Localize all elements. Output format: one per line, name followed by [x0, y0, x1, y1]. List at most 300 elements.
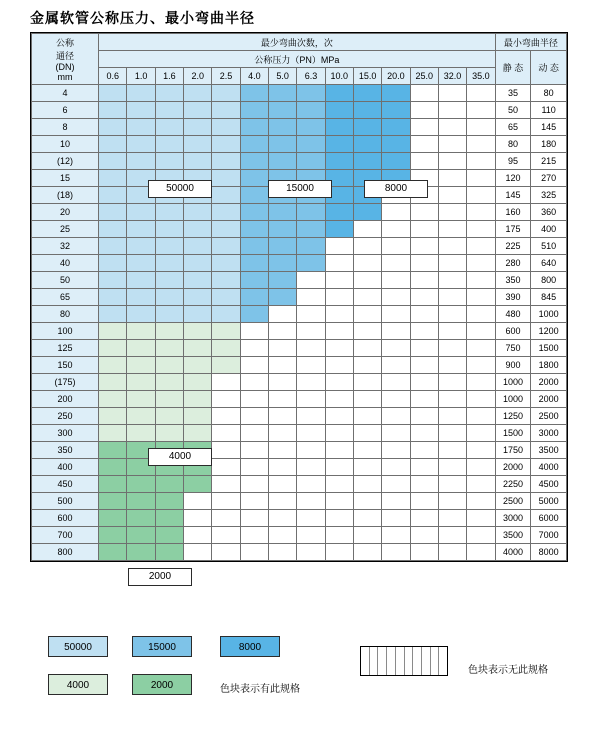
bend-cell [410, 204, 438, 221]
table-row [32, 374, 567, 391]
overlay-label-50000: 50000 [148, 180, 212, 198]
bend-cell [467, 204, 495, 221]
bend-cell [212, 391, 240, 408]
radius-dynamic-cell: 4000 [531, 459, 567, 476]
radius-static-cell: 480 [495, 306, 531, 323]
radius-static-cell: 3500 [495, 527, 531, 544]
bend-cell [184, 510, 212, 527]
bend-cell [410, 408, 438, 425]
bend-cell [325, 272, 353, 289]
bend-cell [127, 204, 155, 221]
legend-no-spec-swatch [360, 646, 448, 676]
bend-cell [184, 391, 212, 408]
bend-cell [353, 391, 381, 408]
bend-cell [99, 459, 127, 476]
bend-cell [268, 510, 296, 527]
bend-cell [382, 408, 410, 425]
bend-cell [325, 510, 353, 527]
bend-cell [353, 544, 381, 561]
bend-cell [353, 272, 381, 289]
bend-cell [410, 255, 438, 272]
radius-static-cell: 2500 [495, 493, 531, 510]
dn-value-cell: 8 [32, 119, 99, 136]
bend-cell [127, 391, 155, 408]
bend-cell [212, 510, 240, 527]
bend-cell [353, 85, 381, 102]
dn-header-line-1: 公称 [56, 38, 75, 48]
bend-cell [297, 238, 325, 255]
bend-cell [382, 323, 410, 340]
bend-cell [268, 527, 296, 544]
bend-cell [212, 221, 240, 238]
bend-cell [467, 119, 495, 136]
bend-cell [297, 527, 325, 544]
pn-column-header: 6.3 [297, 68, 325, 85]
bend-cell [467, 544, 495, 561]
dn-header-line-4: mm [57, 72, 73, 82]
bend-cell [297, 442, 325, 459]
dn-value-cell: 500 [32, 493, 99, 510]
bend-cell [467, 425, 495, 442]
radius-dynamic-cell: 2000 [531, 374, 567, 391]
radius-dynamic-cell: 3500 [531, 442, 567, 459]
bend-cell [240, 255, 268, 272]
bend-cell [240, 425, 268, 442]
bend-cell [127, 136, 155, 153]
bend-cell [268, 204, 296, 221]
bend-cell [382, 510, 410, 527]
dn-value-cell: 50 [32, 272, 99, 289]
bend-cell [99, 374, 127, 391]
bend-cell [467, 187, 495, 204]
bend-cell [127, 119, 155, 136]
dn-value-cell: 800 [32, 544, 99, 561]
header-row-2 [32, 51, 567, 68]
bend-cell [212, 425, 240, 442]
bend-cell [438, 289, 466, 306]
dn-value-cell: (12) [32, 153, 99, 170]
bend-cell [268, 85, 296, 102]
bend-cell [212, 544, 240, 561]
pn-column-header: 10.0 [325, 68, 353, 85]
radius-dynamic-cell: 215 [531, 153, 567, 170]
bend-cell [438, 238, 466, 255]
bend-cell [297, 255, 325, 272]
bend-cell [353, 102, 381, 119]
bend-cell [410, 289, 438, 306]
table-row [32, 221, 567, 238]
bend-cell [353, 255, 381, 272]
bend-cell [99, 187, 127, 204]
bend-cell [212, 153, 240, 170]
bend-cell [325, 527, 353, 544]
radius-static-cell: 1000 [495, 374, 531, 391]
bend-cell [325, 493, 353, 510]
bend-cell [155, 374, 183, 391]
bend-cell [467, 408, 495, 425]
table-row [32, 340, 567, 357]
bend-cell [268, 544, 296, 561]
bend-cell [325, 153, 353, 170]
radius-dynamic-cell: 3000 [531, 425, 567, 442]
legend-swatch-50000: 50000 [48, 636, 108, 657]
legend-no-spec-text: 色块表示无此规格 [468, 665, 548, 676]
bend-cell [467, 459, 495, 476]
bend-cell [240, 459, 268, 476]
table-row [32, 136, 567, 153]
bend-cell [467, 153, 495, 170]
legend-swatch-15000: 15000 [132, 636, 192, 657]
bend-cell [438, 85, 466, 102]
bend-cell [268, 119, 296, 136]
header-row-3 [32, 68, 567, 85]
bend-cell [240, 119, 268, 136]
bend-cell [467, 493, 495, 510]
pn-column-header: 0.6 [99, 68, 127, 85]
bend-cell [99, 85, 127, 102]
dn-value-cell: 400 [32, 459, 99, 476]
bend-cell [297, 408, 325, 425]
bend-cell [382, 340, 410, 357]
bend-cell [240, 391, 268, 408]
bend-cell [268, 153, 296, 170]
bend-cell [325, 289, 353, 306]
bend-cell [127, 153, 155, 170]
legend-has-spec-text: 色块表示有此规格 [220, 684, 300, 695]
bend-cell [382, 289, 410, 306]
dn-value-cell: 4 [32, 85, 99, 102]
bend-cell [410, 119, 438, 136]
bend-cell [127, 340, 155, 357]
bend-cell [240, 340, 268, 357]
bend-cell [438, 323, 466, 340]
bend-cell [184, 221, 212, 238]
bend-cell [127, 221, 155, 238]
table-row [32, 510, 567, 527]
radius-static-cell: 1750 [495, 442, 531, 459]
bend-cell [184, 527, 212, 544]
pn-column-header: 1.0 [127, 68, 155, 85]
bend-cell [99, 102, 127, 119]
bend-cell [240, 238, 268, 255]
radius-dynamic-cell: 360 [531, 204, 567, 221]
bend-cell [353, 119, 381, 136]
legend-swatch-4000: 4000 [48, 674, 108, 695]
bend-cell [268, 374, 296, 391]
bend-cell [212, 357, 240, 374]
bend-cell [240, 221, 268, 238]
bend-cell [410, 102, 438, 119]
bend-cell [467, 357, 495, 374]
bend-cell [438, 357, 466, 374]
bend-cell [184, 255, 212, 272]
bend-cell [184, 476, 212, 493]
bend-cell [297, 425, 325, 442]
bend-cell [325, 408, 353, 425]
bend-cell [240, 306, 268, 323]
radius-dynamic-cell: 180 [531, 136, 567, 153]
bend-cell [127, 374, 155, 391]
radius-static-cell: 1000 [495, 391, 531, 408]
radius-static-cell: 350 [495, 272, 531, 289]
bend-cell [268, 408, 296, 425]
bend-cell [438, 204, 466, 221]
bend-cell [268, 102, 296, 119]
bend-cell [184, 408, 212, 425]
bend-cell [382, 374, 410, 391]
bend-cell [99, 476, 127, 493]
dn-value-cell: 40 [32, 255, 99, 272]
table-row [32, 442, 567, 459]
bend-cell [467, 272, 495, 289]
bend-cell [382, 357, 410, 374]
bend-cell [240, 136, 268, 153]
bend-cell [240, 153, 268, 170]
bend-cell [438, 153, 466, 170]
overlay-label-15000: 15000 [268, 180, 332, 198]
bend-cell [155, 323, 183, 340]
bend-cell [467, 391, 495, 408]
table-row [32, 153, 567, 170]
bend-cell [297, 102, 325, 119]
table-row [32, 323, 567, 340]
bend-cell [184, 323, 212, 340]
bend-cell [438, 544, 466, 561]
bend-cell [240, 102, 268, 119]
radius-dynamic-cell: 1500 [531, 340, 567, 357]
bend-cell [467, 510, 495, 527]
bend-cell [184, 119, 212, 136]
bend-cell [268, 442, 296, 459]
bend-cell [127, 289, 155, 306]
bend-cell [297, 510, 325, 527]
bend-cell [155, 85, 183, 102]
pn-column-header: 35.0 [467, 68, 495, 85]
bend-cell [155, 119, 183, 136]
bend-cell [297, 357, 325, 374]
bend-cell [127, 527, 155, 544]
bend-cell [353, 374, 381, 391]
bend-cell [268, 221, 296, 238]
bend-cell [382, 493, 410, 510]
bend-cell [212, 102, 240, 119]
radius-dynamic-cell: 640 [531, 255, 567, 272]
pn-column-header: 2.0 [184, 68, 212, 85]
radius-static-cell: 95 [495, 153, 531, 170]
bend-cell [155, 238, 183, 255]
legend-swatch-2000: 2000 [132, 674, 192, 695]
bend-cell [127, 408, 155, 425]
bend-cell [382, 459, 410, 476]
bend-cell [382, 136, 410, 153]
bend-cell [438, 119, 466, 136]
radius-dynamic-cell: 1000 [531, 306, 567, 323]
bend-cell [155, 272, 183, 289]
bend-cell [438, 136, 466, 153]
dn-value-cell: 700 [32, 527, 99, 544]
bend-cell [325, 357, 353, 374]
dn-value-cell: 350 [32, 442, 99, 459]
bend-cell [382, 272, 410, 289]
bend-cell [240, 493, 268, 510]
bend-cell [353, 238, 381, 255]
radius-static-cell: 1250 [495, 408, 531, 425]
dn-value-cell: 65 [32, 289, 99, 306]
radius-dynamic-cell: 7000 [531, 527, 567, 544]
bend-cell [410, 340, 438, 357]
radius-static-cell: 3000 [495, 510, 531, 527]
bend-radius-header: 最小弯曲半径 [495, 34, 566, 51]
bend-cell [410, 544, 438, 561]
bend-cell [99, 340, 127, 357]
bend-cell [410, 238, 438, 255]
bend-cell [353, 136, 381, 153]
bend-cell [184, 306, 212, 323]
radius-dynamic-header: 动 态 [531, 51, 567, 85]
bend-cell [382, 391, 410, 408]
radius-dynamic-cell: 5000 [531, 493, 567, 510]
bend-cell [268, 289, 296, 306]
table-row [32, 527, 567, 544]
pn-column-header: 4.0 [240, 68, 268, 85]
bend-cell [268, 476, 296, 493]
bend-cell [438, 306, 466, 323]
bend-cell [99, 357, 127, 374]
bend-cell [325, 425, 353, 442]
radius-dynamic-cell: 270 [531, 170, 567, 187]
radius-static-cell: 50 [495, 102, 531, 119]
bend-cell [268, 272, 296, 289]
radius-dynamic-cell: 80 [531, 85, 567, 102]
bend-cell [212, 374, 240, 391]
bend-cell [438, 170, 466, 187]
table-row [32, 238, 567, 255]
bend-cell [240, 527, 268, 544]
dn-value-cell: 25 [32, 221, 99, 238]
bend-cell [99, 255, 127, 272]
bend-cell [240, 374, 268, 391]
radius-dynamic-cell: 8000 [531, 544, 567, 561]
radius-static-cell: 120 [495, 170, 531, 187]
bend-cell [184, 238, 212, 255]
bend-cell [353, 204, 381, 221]
bend-cell [410, 136, 438, 153]
bend-cell [155, 391, 183, 408]
bend-cell [184, 272, 212, 289]
bend-cell [325, 204, 353, 221]
bend-cell [240, 170, 268, 187]
bend-cell [155, 340, 183, 357]
bend-cell [325, 221, 353, 238]
bend-cell [240, 357, 268, 374]
bend-cell [240, 187, 268, 204]
spec-table [31, 33, 567, 561]
bend-cell [438, 442, 466, 459]
bend-cell [467, 221, 495, 238]
bend-cell [410, 374, 438, 391]
bend-cell [467, 102, 495, 119]
radius-dynamic-cell: 1800 [531, 357, 567, 374]
bend-cell [467, 170, 495, 187]
dn-value-cell: 125 [32, 340, 99, 357]
bend-cell [212, 527, 240, 544]
bend-cell [99, 544, 127, 561]
pn-header: 公称压力（PN）MPa [99, 51, 496, 68]
radius-static-cell: 145 [495, 187, 531, 204]
bend-cell [127, 323, 155, 340]
dn-value-cell: 15 [32, 170, 99, 187]
table-row [32, 102, 567, 119]
radius-dynamic-cell: 110 [531, 102, 567, 119]
bend-cell [212, 119, 240, 136]
bend-cell [212, 459, 240, 476]
bend-cell [268, 340, 296, 357]
bend-cell [127, 238, 155, 255]
bend-cell [325, 544, 353, 561]
bend-cell [212, 187, 240, 204]
bend-cell [212, 323, 240, 340]
bend-cell [353, 408, 381, 425]
bend-cell [99, 170, 127, 187]
bend-cell [382, 527, 410, 544]
bend-cell [184, 425, 212, 442]
bend-cell [410, 442, 438, 459]
bend-cell [382, 255, 410, 272]
bend-cell [467, 340, 495, 357]
bend-cell [297, 323, 325, 340]
bend-cell [127, 255, 155, 272]
bend-cell [99, 204, 127, 221]
bend-cell [353, 493, 381, 510]
bend-cell [297, 459, 325, 476]
bend-cell [127, 102, 155, 119]
bend-cell [268, 425, 296, 442]
bend-cell [467, 85, 495, 102]
table-row [32, 408, 567, 425]
bend-cell [155, 544, 183, 561]
overlay-label-4000: 4000 [148, 448, 212, 466]
legend-swatch-8000: 8000 [220, 636, 280, 657]
bend-cell [438, 102, 466, 119]
bend-cell [382, 238, 410, 255]
bend-cell [99, 425, 127, 442]
bend-cell [127, 493, 155, 510]
bend-cell [184, 357, 212, 374]
table-row [32, 289, 567, 306]
bend-cell [438, 493, 466, 510]
radius-static-cell: 390 [495, 289, 531, 306]
bend-cell [184, 544, 212, 561]
bend-cell [297, 153, 325, 170]
dn-value-cell: 600 [32, 510, 99, 527]
bend-cell [240, 204, 268, 221]
radius-static-cell: 750 [495, 340, 531, 357]
table-body [32, 85, 567, 561]
pn-column-header: 1.6 [155, 68, 183, 85]
bend-cell [240, 408, 268, 425]
bend-cell [212, 204, 240, 221]
radius-dynamic-cell: 400 [531, 221, 567, 238]
bend-cell [297, 340, 325, 357]
bend-cell [467, 136, 495, 153]
bend-cell [438, 391, 466, 408]
bend-cell [325, 119, 353, 136]
bend-cell [212, 85, 240, 102]
bend-cell [268, 306, 296, 323]
table-row [32, 306, 567, 323]
table-head [32, 34, 567, 85]
bend-cell [353, 221, 381, 238]
